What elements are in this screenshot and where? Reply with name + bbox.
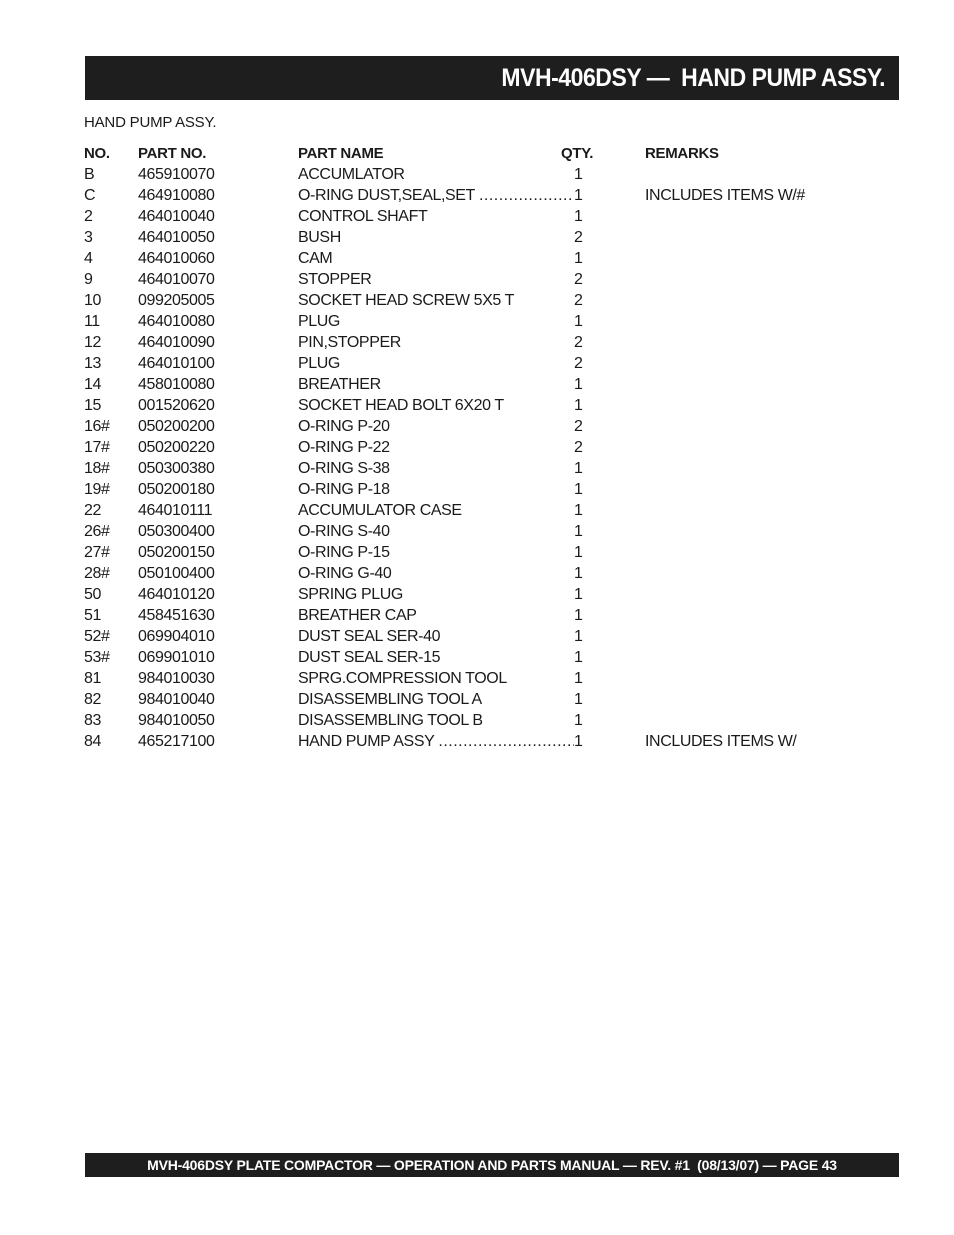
- item-number: 27#: [84, 544, 110, 561]
- part-number: 069901010: [138, 649, 215, 666]
- part-number: 458451630: [138, 607, 215, 624]
- part-name: PLUG: [298, 313, 340, 330]
- table-row: [84, 542, 824, 563]
- part-number: 050200200: [138, 418, 215, 435]
- item-number: 82: [84, 691, 101, 708]
- part-name: O-RING P-22: [298, 439, 390, 456]
- item-number: 17#: [84, 439, 110, 456]
- part-number: 984010040: [138, 691, 215, 708]
- part-name: HAND PUMP ASSY: [298, 733, 435, 750]
- part-name: CONTROL SHAFT: [298, 208, 428, 225]
- part-number: 050200220: [138, 439, 215, 456]
- column-header-qty: QTY.: [561, 145, 594, 162]
- column-header-part-name: PART NAME: [298, 145, 384, 162]
- quantity: 2: [574, 439, 583, 456]
- part-name: SOCKET HEAD BOLT 6X20 T: [298, 397, 504, 414]
- table-row: [84, 458, 824, 479]
- column-header-no: NO.: [84, 145, 110, 162]
- table-row: [84, 500, 824, 521]
- table-row: [84, 185, 824, 206]
- quantity: 1: [574, 481, 583, 498]
- quantity: 1: [574, 649, 583, 666]
- table-row: [84, 311, 824, 332]
- item-number: 3: [84, 229, 93, 246]
- part-name: SOCKET HEAD SCREW 5X5 T: [298, 292, 515, 309]
- part-name: DISASSEMBLING TOOL A: [298, 691, 482, 708]
- part-number: 464010040: [138, 208, 215, 225]
- section-label: HAND PUMP ASSY.: [84, 114, 217, 131]
- table-row: [84, 563, 824, 584]
- item-number: 12: [84, 334, 101, 351]
- part-number: 464010120: [138, 586, 215, 603]
- item-number: 81: [84, 670, 101, 687]
- item-number: 2: [84, 208, 93, 225]
- table-row: [84, 227, 824, 248]
- part-name: PIN,STOPPER: [298, 334, 401, 351]
- quantity: 1: [574, 250, 583, 267]
- part-name: O-RING P-18: [298, 481, 390, 498]
- part-number: 050200180: [138, 481, 215, 498]
- table-row: [84, 647, 824, 668]
- quantity: 1: [574, 376, 583, 393]
- quantity: 1: [574, 313, 583, 330]
- table-row: [84, 710, 824, 731]
- part-name-leader: [298, 731, 574, 752]
- table-header: [84, 143, 824, 164]
- table-row: [84, 521, 824, 542]
- quantity: 1: [574, 502, 583, 519]
- item-number: C: [84, 187, 96, 204]
- remarks: INCLUDES ITEMS W/#: [645, 187, 805, 204]
- item-number: 9: [84, 271, 93, 288]
- part-number: 050100400: [138, 565, 215, 582]
- part-name: ACCUMLATOR: [298, 166, 405, 183]
- part-number: 984010030: [138, 670, 215, 687]
- part-name: O-RING G-40: [298, 565, 392, 582]
- title-bar: [85, 56, 899, 100]
- item-number: 53#: [84, 649, 110, 666]
- table-row: [84, 206, 824, 227]
- item-number: 13: [84, 355, 101, 372]
- part-name: O-RING S-40: [298, 523, 390, 540]
- part-number: 069904010: [138, 628, 215, 645]
- table-row: [84, 731, 824, 752]
- part-name: STOPPER: [298, 271, 372, 288]
- item-number: 26#: [84, 523, 110, 540]
- part-name: O-RING P-15: [298, 544, 390, 561]
- part-number: 984010050: [138, 712, 215, 729]
- quantity: 1: [574, 166, 583, 183]
- quantity: 1: [574, 712, 583, 729]
- part-number: 050200150: [138, 544, 215, 561]
- table-row: [84, 164, 824, 185]
- part-number: 050300400: [138, 523, 215, 540]
- table-row: [84, 353, 824, 374]
- part-name: DUST SEAL SER-40: [298, 628, 441, 645]
- quantity: 2: [574, 292, 583, 309]
- part-number: 099205005: [138, 292, 215, 309]
- column-header-remarks: REMARKS: [645, 145, 719, 162]
- part-name: CAM: [298, 250, 333, 267]
- dot-leader: [475, 185, 574, 206]
- item-number: 18#: [84, 460, 110, 477]
- table-row: [84, 332, 824, 353]
- item-number: 50: [84, 586, 101, 603]
- quantity: 2: [574, 334, 583, 351]
- part-number: 464010090: [138, 334, 215, 351]
- item-number: 83: [84, 712, 101, 729]
- item-number: 15: [84, 397, 101, 414]
- quantity: 2: [574, 355, 583, 372]
- part-name: BREATHER: [298, 376, 381, 393]
- table-row: [84, 395, 824, 416]
- part-name: SPRING PLUG: [298, 586, 403, 603]
- item-number: 28#: [84, 565, 110, 582]
- item-number: 16#: [84, 418, 110, 435]
- item-number: 14: [84, 376, 101, 393]
- part-number: 001520620: [138, 397, 215, 414]
- quantity: 1: [574, 733, 583, 750]
- table-row: [84, 584, 824, 605]
- quantity: 1: [574, 397, 583, 414]
- table-row: [84, 437, 824, 458]
- part-name: SPRG.COMPRESSION TOOL: [298, 670, 507, 687]
- footer-text: MVH-406DSY PLATE COMPACTOR — OPERATION AND PARTS MANUAL — REV. #1 (08/13/07) — PAGE 43: [147, 1157, 837, 1173]
- table-row: [84, 479, 824, 500]
- part-name: DISASSEMBLING TOOL B: [298, 712, 483, 729]
- part-number: 465217100: [138, 733, 215, 750]
- part-name: O-RING P-20: [298, 418, 390, 435]
- table-row: [84, 626, 824, 647]
- column-header-part-no: PART NO.: [138, 145, 207, 162]
- quantity: 2: [574, 229, 583, 246]
- quantity: 1: [574, 460, 583, 477]
- remarks: INCLUDES ITEMS W/: [645, 733, 797, 750]
- table-row: [84, 269, 824, 290]
- part-number: 464010060: [138, 250, 215, 267]
- part-name: O-RING S-38: [298, 460, 390, 477]
- part-number: 465910070: [138, 166, 215, 183]
- quantity: 1: [574, 628, 583, 645]
- item-number: 19#: [84, 481, 110, 498]
- part-number: 464010050: [138, 229, 215, 246]
- item-number: 4: [84, 250, 93, 267]
- part-number: 050300380: [138, 460, 215, 477]
- item-number: B: [84, 166, 95, 183]
- quantity: 1: [574, 586, 583, 603]
- quantity: 1: [574, 691, 583, 708]
- part-name: O-RING DUST,SEAL,SET: [298, 187, 475, 204]
- item-number: 11: [84, 313, 100, 330]
- part-number: 464010111: [138, 502, 213, 519]
- item-number: 22: [84, 502, 101, 519]
- part-name-leader: [298, 185, 574, 206]
- quantity: 1: [574, 607, 583, 624]
- table-row: [84, 290, 824, 311]
- table-row: [84, 689, 824, 710]
- quantity: 1: [574, 565, 583, 582]
- footer-bar: [85, 1153, 899, 1177]
- table-row: [84, 668, 824, 689]
- table-body: [84, 164, 824, 752]
- part-name: PLUG: [298, 355, 340, 372]
- part-number: 464010100: [138, 355, 215, 372]
- parts-table: [84, 143, 824, 752]
- dot-leader: [434, 731, 574, 752]
- table-row: [84, 248, 824, 269]
- part-name: ACCUMULATOR CASE: [298, 502, 462, 519]
- quantity: 1: [574, 208, 583, 225]
- part-name: BUSH: [298, 229, 341, 246]
- item-number: 84: [84, 733, 101, 750]
- table-row: [84, 374, 824, 395]
- quantity: 1: [574, 523, 583, 540]
- quantity: 2: [574, 271, 583, 288]
- part-number: 464910080: [138, 187, 215, 204]
- table-row: [84, 605, 824, 626]
- item-number: 51: [84, 607, 101, 624]
- table-row: [84, 416, 824, 437]
- quantity: 2: [574, 418, 583, 435]
- part-number: 464010080: [138, 313, 215, 330]
- item-number: 52#: [84, 628, 110, 645]
- item-number: 10: [84, 292, 101, 309]
- part-name: BREATHER CAP: [298, 607, 417, 624]
- quantity: 1: [574, 544, 583, 561]
- part-number: 464010070: [138, 271, 215, 288]
- quantity: 1: [574, 187, 583, 204]
- quantity: 1: [574, 670, 583, 687]
- part-name: DUST SEAL SER-15: [298, 649, 441, 666]
- page-title: MVH-406DSY — HAND PUMP ASSY.: [501, 63, 885, 92]
- part-number: 458010080: [138, 376, 215, 393]
